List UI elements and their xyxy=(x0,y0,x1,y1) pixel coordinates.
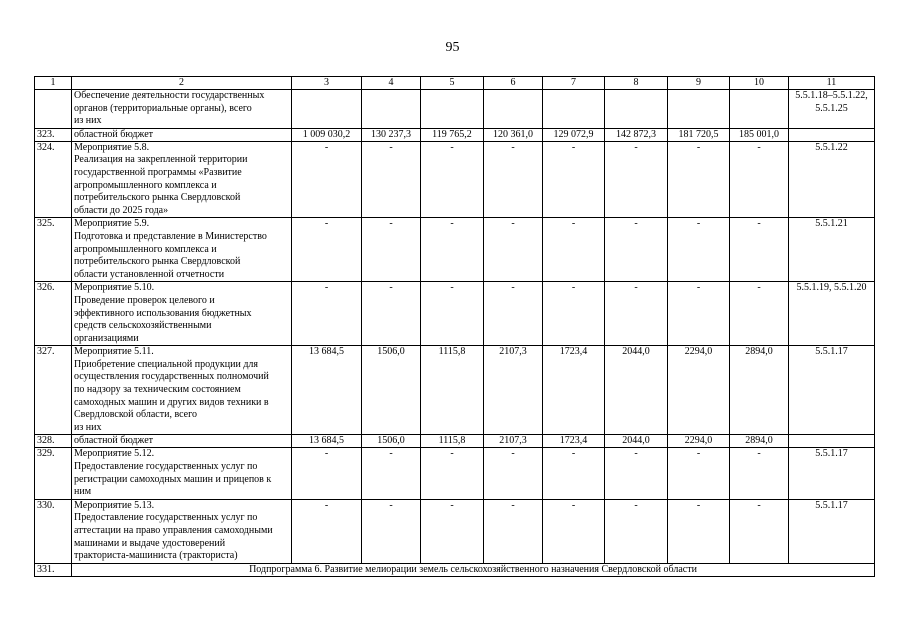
header-cell: 5 xyxy=(421,77,484,90)
row-target-code xyxy=(789,435,875,448)
row-value: 142 872,3 xyxy=(605,128,668,141)
row-description: Мероприятие 5.9. Подготовка и представление в Министерство агропромышленного комплекса и потребительского рынка Свердловской области установленной отчетности xyxy=(72,218,292,282)
row-value xyxy=(730,90,789,129)
row-value xyxy=(484,90,543,129)
row-value: 2894,0 xyxy=(730,346,789,435)
row-description: Мероприятие 5.10. Проведение проверок целевого и эффективного использования бюджетных средств сельскохозяйственными организациями xyxy=(72,282,292,346)
header-cell: 1 xyxy=(35,77,72,90)
header-cell: 8 xyxy=(605,77,668,90)
row-number: 329. xyxy=(35,448,72,499)
header-row xyxy=(35,77,875,90)
row-number: 327. xyxy=(35,346,72,435)
row-value: - xyxy=(605,282,668,346)
row-value xyxy=(421,90,484,129)
row-value: 1506,0 xyxy=(362,435,421,448)
row-value: 2294,0 xyxy=(668,346,730,435)
row-value: - xyxy=(730,282,789,346)
row-value: 2044,0 xyxy=(605,346,668,435)
row-value: - xyxy=(484,282,543,346)
row-value: - xyxy=(668,499,730,563)
row-value: - xyxy=(421,499,484,563)
row-value: - xyxy=(421,282,484,346)
row-value: - xyxy=(362,448,421,499)
table-row xyxy=(35,282,875,346)
row-value: - xyxy=(362,499,421,563)
row-value: - xyxy=(668,141,730,218)
header-cell: 6 xyxy=(484,77,543,90)
header-cell: 10 xyxy=(730,77,789,90)
table-row xyxy=(35,218,875,282)
row-description: областной бюджет xyxy=(72,128,292,141)
row-value: - xyxy=(668,448,730,499)
table-row xyxy=(35,141,875,218)
row-value: - xyxy=(362,282,421,346)
row-value: 13 684,5 xyxy=(292,346,362,435)
row-value: - xyxy=(292,218,362,282)
row-target-code: 5.5.1.19, 5.5.1.20 xyxy=(789,282,875,346)
row-description: Обеспечение деятельности государственных органов (территориальные органы), всего из них xyxy=(72,90,292,129)
row-number: 323. xyxy=(35,128,72,141)
row-number: 330. xyxy=(35,499,72,563)
row-value: - xyxy=(292,448,362,499)
subprogram-row xyxy=(35,563,875,576)
row-value: - xyxy=(730,218,789,282)
row-value: - xyxy=(421,448,484,499)
table-row xyxy=(35,435,875,448)
row-number: 324. xyxy=(35,141,72,218)
row-value xyxy=(362,90,421,129)
table-row xyxy=(35,346,875,435)
row-value: - xyxy=(605,218,668,282)
row-target-code xyxy=(789,128,875,141)
header-cell: 7 xyxy=(543,77,605,90)
row-value: - xyxy=(484,141,543,218)
row-value: - xyxy=(484,448,543,499)
row-value: - xyxy=(543,282,605,346)
row-value: 1506,0 xyxy=(362,346,421,435)
row-number xyxy=(35,90,72,129)
row-value: 13 684,5 xyxy=(292,435,362,448)
table-row xyxy=(35,90,875,129)
row-value: 1115,8 xyxy=(421,435,484,448)
row-value: 2294,0 xyxy=(668,435,730,448)
row-value: - xyxy=(730,499,789,563)
table-row xyxy=(35,448,875,499)
row-value: - xyxy=(484,218,543,282)
row-description: Мероприятие 5.8. Реализация на закрепленной территории государственной программы «Развитие агропромышленного комплекса и потребительского рынка Свердловской области до 2025 года» xyxy=(72,141,292,218)
row-value: - xyxy=(362,141,421,218)
row-value: - xyxy=(668,218,730,282)
row-number: 328. xyxy=(35,435,72,448)
budget-table xyxy=(34,76,875,577)
row-value: - xyxy=(605,141,668,218)
row-number: 326. xyxy=(35,282,72,346)
row-value: - xyxy=(605,499,668,563)
header-cell: 9 xyxy=(668,77,730,90)
row-value: - xyxy=(292,141,362,218)
header-cell: 11 xyxy=(789,77,875,90)
row-value: 1723,4 xyxy=(543,435,605,448)
row-value: - xyxy=(362,218,421,282)
row-value: 120 361,0 xyxy=(484,128,543,141)
row-value: - xyxy=(421,141,484,218)
row-value: - xyxy=(484,499,543,563)
row-value: 129 072,9 xyxy=(543,128,605,141)
row-value: 2107,3 xyxy=(484,346,543,435)
row-target-code: 5.5.1.17 xyxy=(789,346,875,435)
row-value: - xyxy=(421,218,484,282)
row-value: 2107,3 xyxy=(484,435,543,448)
row-description: Мероприятие 5.11. Приобретение специальной продукции для осуществления государственных полномочий по надзору за техническим состоянием самоходных машин и других видов техники в Свердловской области, всего из них xyxy=(72,346,292,435)
row-value: 2894,0 xyxy=(730,435,789,448)
row-value xyxy=(668,90,730,129)
row-target-code: 5.5.1.17 xyxy=(789,448,875,499)
header-cell: 2 xyxy=(72,77,292,90)
row-description: Мероприятие 5.12. Предоставление государственных услуг по регистрации самоходных машин и прицепов к ним xyxy=(72,448,292,499)
row-value: 119 765,2 xyxy=(421,128,484,141)
row-value: - xyxy=(668,282,730,346)
row-value: - xyxy=(543,218,605,282)
row-value: 185 001,0 xyxy=(730,128,789,141)
subprogram-title: Подпрограмма 6. Развитие мелиорации земель сельскохозяйственного назначения Свердловской области xyxy=(72,563,875,576)
row-value xyxy=(543,90,605,129)
row-value: - xyxy=(543,141,605,218)
row-value: 130 237,3 xyxy=(362,128,421,141)
row-value: 2044,0 xyxy=(605,435,668,448)
row-value: - xyxy=(730,448,789,499)
row-description: областной бюджет xyxy=(72,435,292,448)
table-row xyxy=(35,128,875,141)
row-value: - xyxy=(730,141,789,218)
row-value: - xyxy=(543,448,605,499)
row-value: 181 720,5 xyxy=(668,128,730,141)
row-target-code: 5.5.1.18–5.5.1.22, 5.5.1.25 xyxy=(789,90,875,129)
table-row xyxy=(35,499,875,563)
row-value: - xyxy=(605,448,668,499)
page-number: 95 xyxy=(445,40,460,55)
row-number: 331. xyxy=(35,563,72,576)
row-value xyxy=(292,90,362,129)
row-value: - xyxy=(292,282,362,346)
row-value: - xyxy=(292,499,362,563)
header-cell: 4 xyxy=(362,77,421,90)
row-target-code: 5.5.1.22 xyxy=(789,141,875,218)
row-target-code: 5.5.1.17 xyxy=(789,499,875,563)
header-cell: 3 xyxy=(292,77,362,90)
row-value: 1723,4 xyxy=(543,346,605,435)
row-value xyxy=(605,90,668,129)
row-value: 1115,8 xyxy=(421,346,484,435)
row-number: 325. xyxy=(35,218,72,282)
row-description: Мероприятие 5.13. Предоставление государственных услуг по аттестации на право управления самоходными машинами и выдаче удостоверений тракториста-машиниста (тракториста) xyxy=(72,499,292,563)
row-value: - xyxy=(543,499,605,563)
row-target-code: 5.5.1.21 xyxy=(789,218,875,282)
row-value: 1 009 030,2 xyxy=(292,128,362,141)
table-body xyxy=(35,77,875,577)
